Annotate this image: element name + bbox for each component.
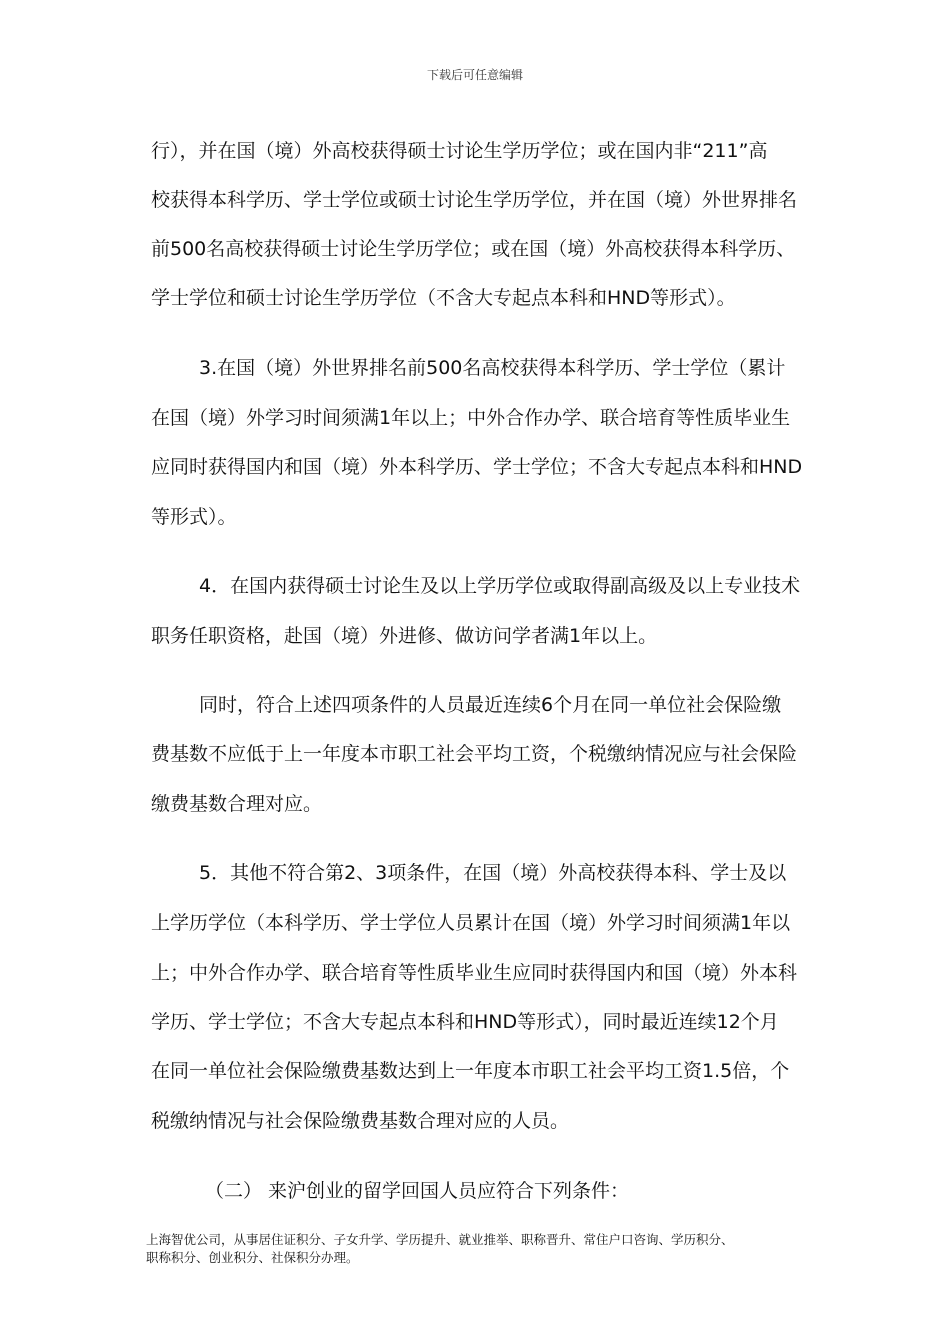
footer-line: 上海智优公司，从事居住证积分、子女升学、学历提升、就业推举、职称晋升、常住户口咨询、学历积分、 xyxy=(146,1232,734,1247)
paragraph-line: 在国（境）外学习时间须满1年以上；中外合作办学、联合培育等性质毕业生 xyxy=(151,407,791,429)
paragraph-line: 上学历学位（本科学历、学士学位人员累计在国（境）外学习时间须满1年以 xyxy=(151,912,791,934)
paragraph-line: 上；中外合作办学、联合培育等性质毕业生应同时获得国内和国（境）外本科 xyxy=(151,962,798,984)
paragraph-line: 3.在国（境）外世界排名前500名高校获得本科学历、学士学位（累计 xyxy=(199,357,786,379)
paragraph-line: 在同一单位社会保险缴费基数达到上一年度本市职工社会平均工资1.5倍，个 xyxy=(151,1060,790,1082)
section-heading: （二） 来沪创业的留学回国人员应符合下列条件： xyxy=(205,1180,630,1202)
paragraph-line: 应同时获得国内和国（境）外本科学历、学士学位；不含大专起点本科和HND xyxy=(151,456,803,478)
paragraph-line: 缴费基数合理对应。 xyxy=(151,793,323,815)
paragraph-line: 职务任职资格，赴国（境）外进修、做访问学者满1年以上。 xyxy=(151,625,658,647)
paragraph-line: 前500名高校获得硕士讨论生学历学位；或在国（境）外高校获得本科学历、 xyxy=(151,238,796,260)
paragraph-line: 5．其他不符合第2、3项条件，在国（境）外高校获得本科、学士及以 xyxy=(199,862,787,884)
paragraph-line: 同时，符合上述四项条件的人员最近连续6个月在同一单位社会保险缴 xyxy=(199,694,782,716)
paragraph-line: 等形式）。 xyxy=(151,506,237,528)
paragraph-line: 税缴纳情况与社会保险缴费基数合理对应的人员。 xyxy=(151,1110,570,1132)
paragraph-line: 校获得本科学历、学士学位或硕士讨论生学历学位，并在国（境）外世界排名 xyxy=(151,189,798,211)
footer-line: 职称积分、创业积分、社保积分办理。 xyxy=(146,1250,359,1265)
paragraph-line: 行），并在国（境）外高校获得硕士讨论生学历学位；或在国内非“211”高 xyxy=(151,140,768,162)
paragraph-line: 学士学位和硕士讨论生学历学位（不含大专起点本科和HND等形式）。 xyxy=(151,287,736,309)
paragraph-line: 4．在国内获得硕士讨论生及以上学历学位或取得副高级及以上专业技术 xyxy=(199,575,801,597)
paragraph-line: 费基数不应低于上一年度本市职工社会平均工资，个税缴纳情况应与社会保险 xyxy=(151,743,798,765)
page-header: 下载后可任意编辑 xyxy=(426,68,523,82)
paragraph-line: 学历、学士学位；不含大专起点本科和HND等形式），同时最近连续12个月 xyxy=(151,1011,779,1033)
